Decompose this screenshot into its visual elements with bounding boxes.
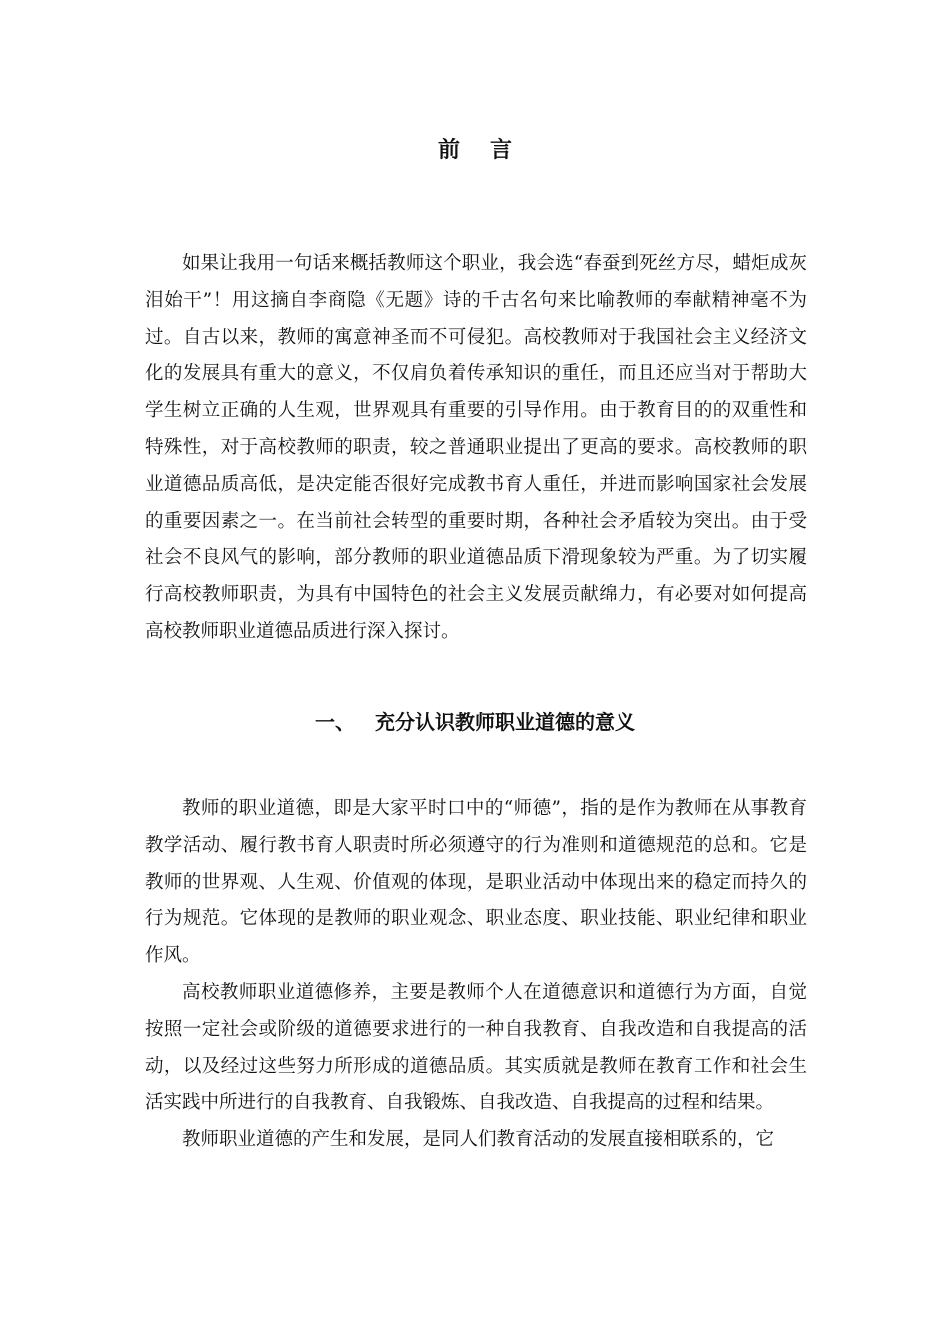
section-paragraph: 高校教师职业道德修养，主要是教师个人在道德意识和道德行为方面，自觉按照一定社会或阶级的道德要求进行的一种自我教育、自我改造和自我提高的活动，以及经过这些努力所形成的道德品质。其实质就是教师在教育工作和社会生活实践中所进行的自我教育、自我锻炼、自我改造、自我提高的过程和结果。 (145, 981, 807, 1114)
preface-body (145, 246, 807, 651)
preface-paragraph: 如果让我用一句话来概括教师这个职业，我会选“春蚕到死丝方尽，蜡炬成灰泪始干”！用这摘自李商隐《无题》诗的千古名句来比喻教师的奉献精神毫不为过。自古以来，教师的寓意神圣而不可侵犯。高校教师对于我国社会主义经济文化的发展具有重大的意义，不仅肩负着传承知识的重任，而且还应当对于帮助大学生树立正确的人生观，世界观具有重要的引导作用。由于教育目的的双重性和特殊性，对于高校教师的职责，较之普通职业提出了更高的要求。高校教师的职业道德品质高低，是决定能否很好完成教书育人重任，并进而影响国家社会发展的重要因素之一。在当前社会转型的重要时期，各种社会矛盾较为突出。由于受社会不良风气的影响，部分教师的职业道德品质下滑现象较为严重。为了切实履行高校教师职责，为具有中国特色的社会主义发展贡献绵力，有必要对如何提高高校教师职业道德品质进行深入探讨。 (145, 253, 807, 642)
section-body (145, 791, 807, 1159)
page-title: 前言 (437, 138, 542, 163)
section-title: 充分认识教师职业道德的意义 (375, 710, 635, 734)
section-paragraph: 教师的职业道德，即是大家平时口中的“师德”，指的是作为教师在从事教育教学活动、履行教书育人职责时所必须遵守的行为准则和道德规范的总和。它是教师的世界观、人生观、价值观的体现，是职业活动中体现出来的稳定而持久的行为规范。它体现的是教师的职业观念、职业态度、职业技能、职业纪律和职业作风。 (145, 798, 807, 967)
section-paragraph: 教师职业道德的产生和发展，是同人们教育活动的发展直接相联系的，它 (182, 1129, 775, 1151)
section-heading (0, 706, 950, 738)
section-number: 一、 (315, 710, 355, 734)
